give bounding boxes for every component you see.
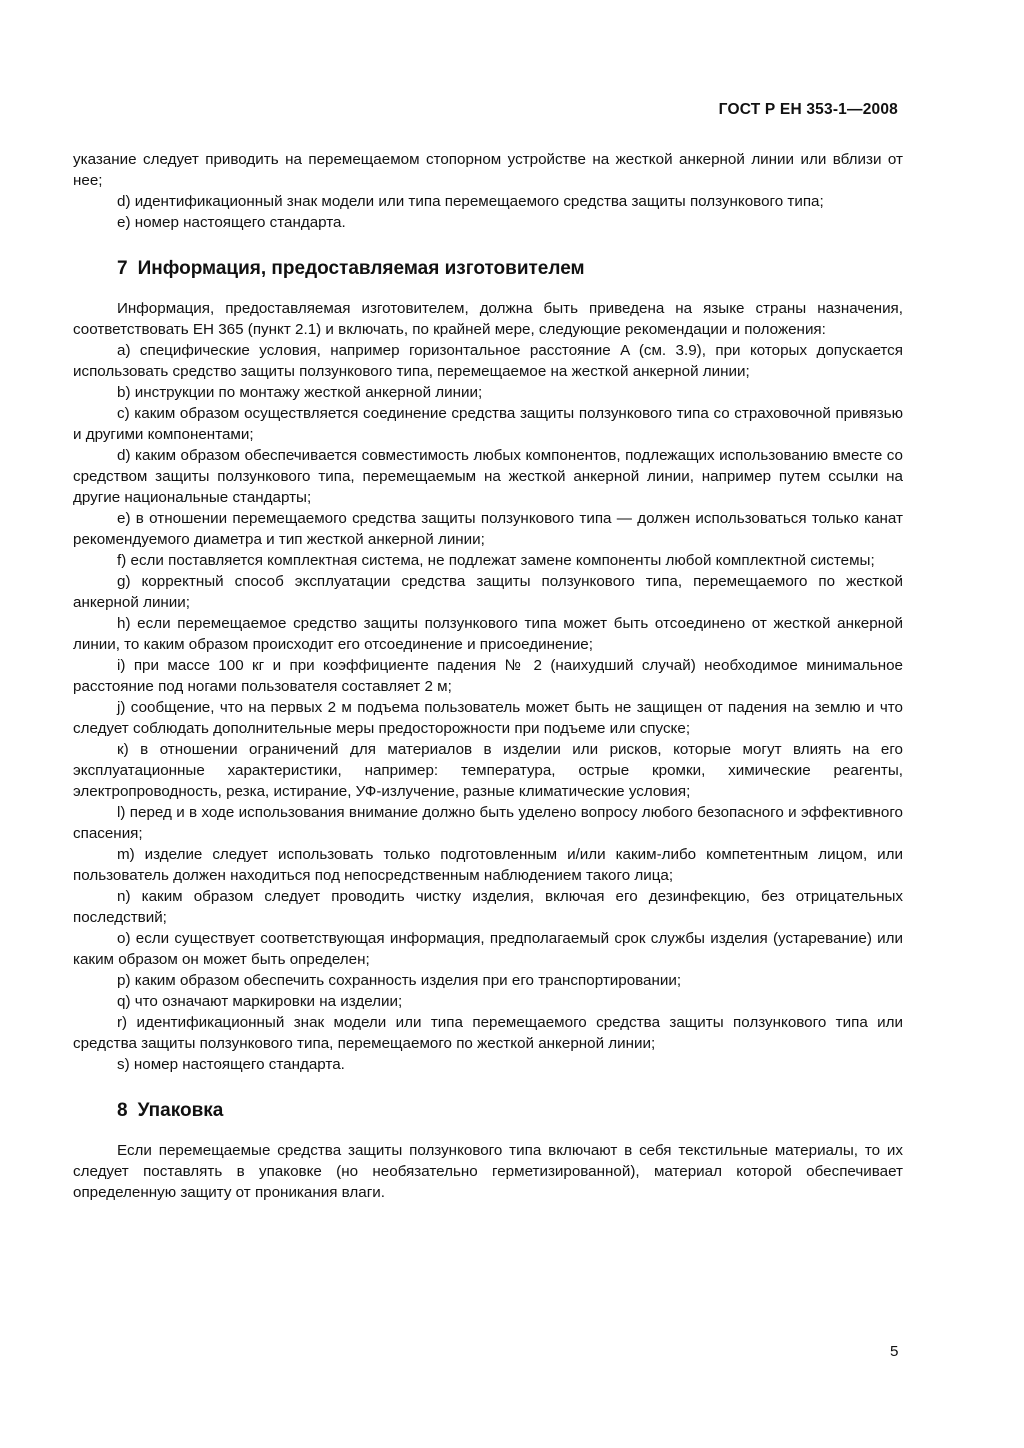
section-8-heading [117,1099,903,1123]
section-8-number: 8 [117,1100,128,1121]
section-7-item-j: j) сообщение, что на первых 2 м подъема пользователь может быть не защищен от падения на землю и что следует соблюдать дополнительные меры предосторожности при подъеме или спуске; [73,699,903,737]
section-7-item-g: g) корректный способ эксплуатации средства защиты ползункового типа, перемещаемого по жесткой анкерной линии; [73,573,903,611]
section-7-item-c: c) каким образом осуществляется соединение средства защиты ползункового типа со страховочной привязью и другими компонентами; [73,405,903,443]
document-header-id: ГОСТ Р ЕН 353-1—2008 [718,101,898,118]
page-number: 5 [890,1343,899,1360]
intro-continuation-paragraph: указание следует приводить на перемещаемом стопорном устройстве на жесткой анкерной линии или вблизи от нее; [73,151,903,189]
section-7-item-b: b) инструкции по монтажу жесткой анкерной линии; [117,384,483,401]
section-7-item-h: h) если перемещаемое средство защиты ползункового типа может быть отсоединено от жесткой анкерной линии, то каким образом происходит его отсоединение и присоединение; [73,615,903,653]
section-7-item-a: a) специфические условия, например горизонтальное расстояние A (см. 3.9), при которых допускается использовать средство защиты ползункового типа, перемещаемое на жесткой анкерной линии; [73,342,903,380]
section-7-item-o: o) если существует соответствующая информация, предполагаемый срок службы изделия (устаревание) или каким образом он может быть определен; [73,930,903,968]
section-7-item-p: p) каким образом обеспечить сохранность изделия при его транспортировании; [117,972,682,989]
section-7-item-q: q) что означают маркировки на изделии; [117,993,403,1010]
section-7-lead-paragraph: Информация, предоставляемая изготовителем, должна быть приведена на языке страны назначения, соответствовать ЕН 365 (пункт 2.1) и включать, по крайней мере, следующие рекомендации и положения: [73,300,903,338]
section-7-heading [117,257,903,281]
section-7-item-d: d) каким образом обеспечивается совместимость любых компонентов, подлежащих использованию вместе со средством защиты ползункового типа, перемещаемым на жесткой анкерной линии, например путем ссылки на другие национальные стандарты; [73,447,903,506]
section-7-item-m: m) изделие следует использовать только подготовленным и/или каким-либо компетентным лицом, или пользователь должен находиться под непосредственным наблюдением такого лица; [73,846,903,884]
section-8-body-paragraph: Если перемещаемые средства защиты ползункового типа включают в себя текстильные материалы, то их следует поставлять в упаковке (но необязательно герметизированной), материал которой обеспечивает определенную защиту от проникания влаги. [73,1142,903,1201]
page-content [73,149,903,1203]
section-7-item-f: f) если поставляется комплектная система, не подлежат замене компоненты любой комплектной системы; [117,552,875,569]
section-7-item-e: e) в отношении перемещаемого средства защиты ползункового типа — должен использоваться только канат рекомендуемого диаметра и тип жесткой анкерной линии; [73,510,903,548]
section-7-item-n: n) каким образом следует проводить чистку изделия, включая его дезинфекцию, без отрицательных последствий; [73,888,903,926]
section-7-item-k: к) в отношении ограничений для материалов в изделии или рисков, которые могут влиять на его эксплуатационные характеристики, например: температура, острые кромки, химические реагенты, электропроводность, резка, истирание, УФ-излучение, разные климатические условия; [73,741,903,800]
intro-item-d: d) идентификационный знак модели или типа перемещаемого средства защиты ползункового типа; [117,193,824,210]
section-8-title: Упаковка [137,1100,224,1121]
section-7-title: Информация, предоставляемая изготовителем [137,258,585,279]
intro-item-e: e) номер настоящего стандарта. [117,214,346,231]
section-7-number: 7 [117,258,128,279]
section-7-item-r: r) идентификационный знак модели или типа перемещаемого средства защиты ползункового типа или средства защиты ползункового типа, перемещаемого по жесткой анкерной линии; [73,1014,903,1052]
section-7-item-i: i) при массе 100 кг и при коэффициенте падения № 2 (наихудший случай) необходимое минимальное расстояние под ногами пользователя составляет 2 м; [73,657,903,695]
section-7-item-s: s) номер настоящего стандарта. [117,1056,345,1073]
section-7-item-l: l) перед и в ходе использования внимание должно быть уделено вопросу любого безопасного и эффективного спасения; [73,804,903,842]
